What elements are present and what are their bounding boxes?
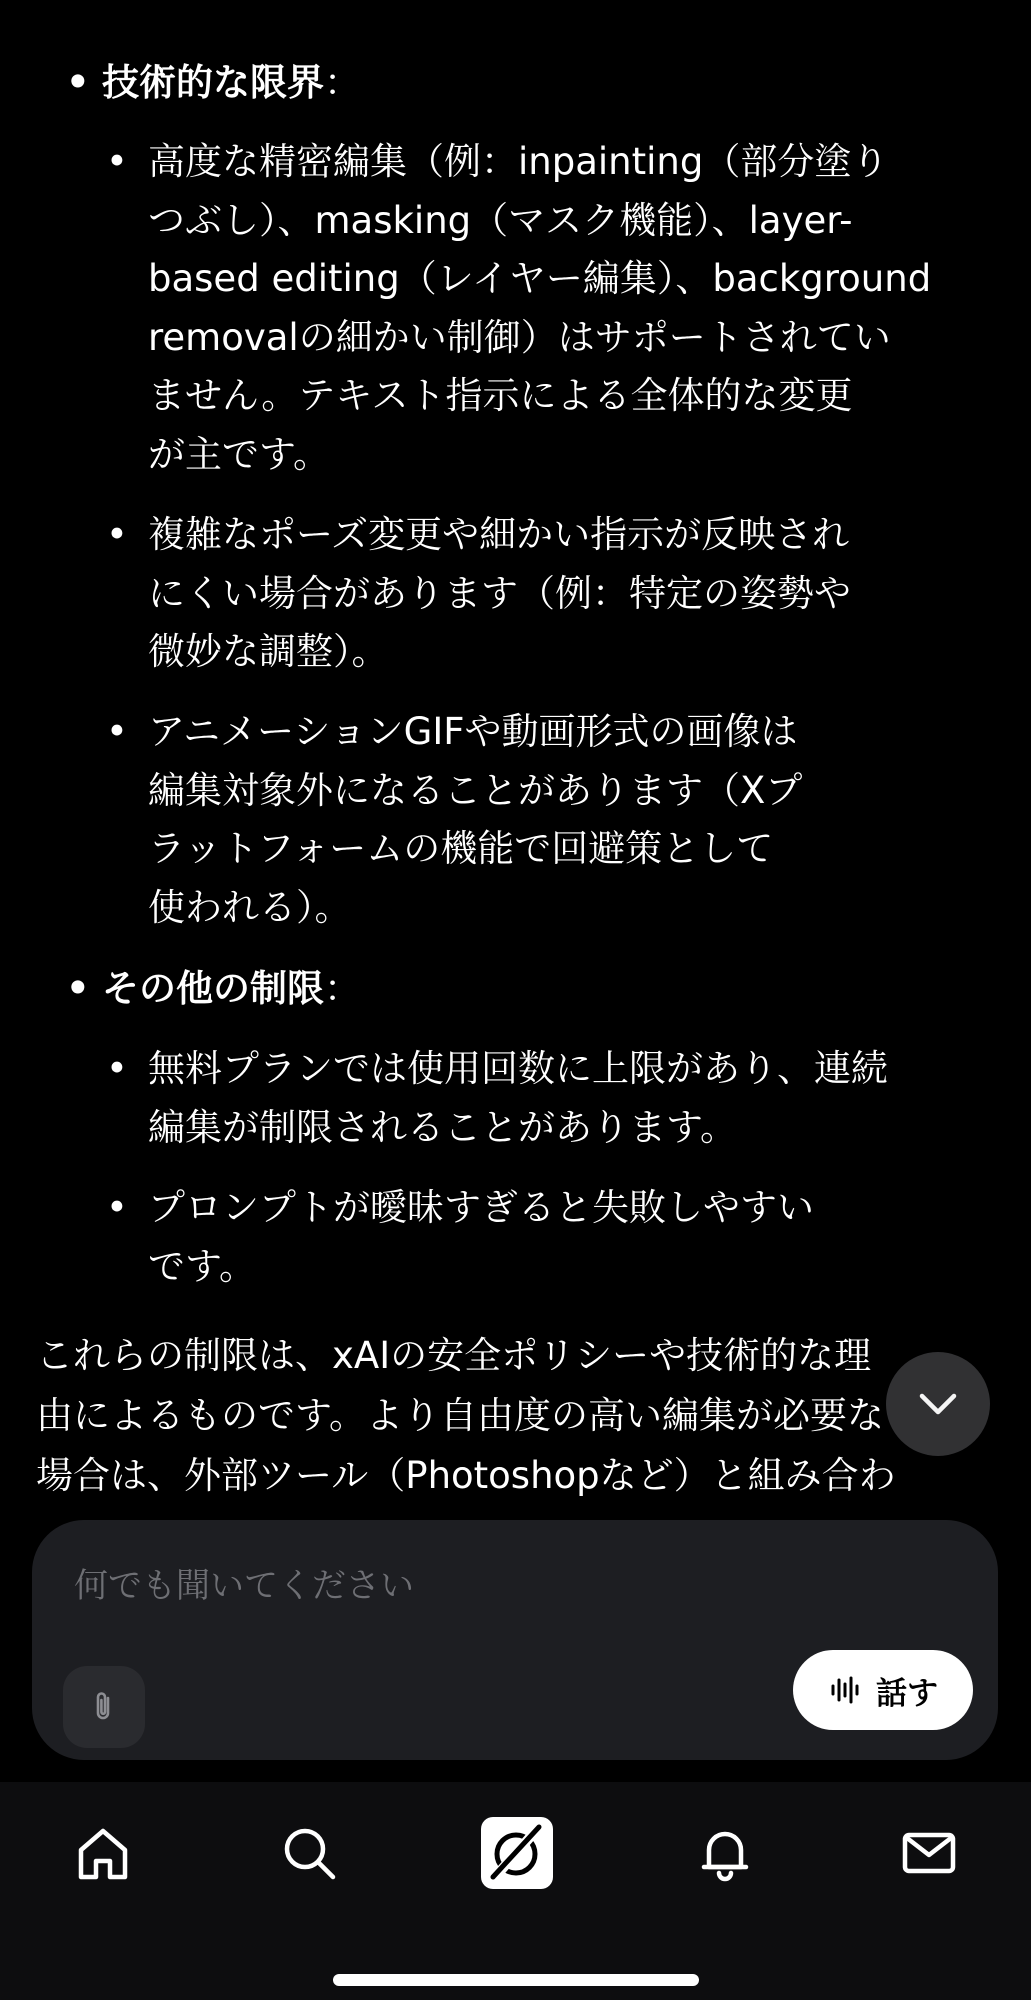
section-title: その他の制限 [102,967,324,1010]
list-item-line: 微妙な調整）。 [148,630,389,673]
tab-messages[interactable] [884,1808,974,1898]
list-item-line: ラットフォームの機能で回避策として [148,827,774,870]
bullet: • [66,967,90,1010]
list-item-line: removalの細かい制御）はサポートされてい [148,315,891,359]
bullet: • [106,513,128,556]
tab-notifications[interactable] [680,1808,770,1898]
list-item-line: 編集が制限されることがあります。 [148,1105,738,1149]
paperclip-icon [86,1689,122,1725]
bullet: • [106,710,128,753]
home-indicator[interactable] [333,1974,699,1986]
waveform-icon [828,1673,862,1707]
list-item-line: が主です。 [148,432,331,476]
bottom-tab-bar [0,1782,1031,2000]
tab-home[interactable] [58,1808,148,1898]
list-item-line: based editing（レイヤー編集）、background [148,257,932,300]
section-colon: ： [324,61,361,104]
list-item-line: アニメーションGIFや動画形式の画像は [148,710,798,753]
bullet: • [106,1047,128,1090]
section-heading-technical-limits [66,54,361,112]
list-item-line: です。 [148,1244,257,1288]
search-icon [279,1823,339,1883]
section-heading-other-limits [66,960,361,1018]
list-item [106,1179,1011,1296]
section-title: 技術的な限界 [102,61,324,104]
bullet: • [106,140,128,183]
list-item-line: 編集対象外になることがあります（Xプ [148,768,803,812]
tab-search[interactable] [264,1808,354,1898]
list-item-line: 高度な精密編集（例：inpainting（部分塗り [148,140,889,183]
closing-paragraph [36,1326,896,1500]
tab-grok[interactable] [472,1808,562,1898]
bullet: • [66,61,90,104]
list-item-line: ません。テキスト指示による全体的な変更 [148,374,853,417]
list-item [106,133,1011,484]
mail-icon [899,1823,959,1883]
grok-icon [479,1815,555,1891]
paragraph-line: これらの制限は、xAIの安全ポリシーや技術的な理 [36,1334,872,1377]
home-icon [73,1823,133,1883]
message-input[interactable]: 何でも聞いてください [74,1566,414,1606]
list-item [106,1040,1011,1157]
message-composer[interactable] [32,1520,998,1760]
list-item-line: 使われる）。 [148,885,352,929]
speak-label: 話す [876,1675,938,1712]
paragraph-line: 由によるものです。より自由度の高い編集が必要な [36,1394,885,1437]
scroll-to-bottom-button[interactable] [886,1352,990,1456]
paragraph-line: 場合は、外部ツール（Photoshopなど）と組み合わ [36,1454,896,1497]
bullet: • [106,1186,128,1229]
bell-icon [695,1823,755,1883]
list-item-line: プロンプトが曖昧すぎると失敗しやすい [148,1186,814,1229]
chevron-down-icon [914,1380,962,1428]
list-item-line: にくい場合があります（例：特定の姿勢や [148,571,851,615]
section-colon: ： [324,967,361,1010]
list-item [106,506,1011,682]
speak-button[interactable] [793,1650,973,1730]
list-item-line: 無料プランでは使用回数に上限があり、連続 [148,1047,888,1090]
list-item-line: つぶし）、masking（マスク機能）、layer- [148,198,853,242]
list-item [106,703,1011,937]
list-item-line: 複雑なポーズ変更や細かい指示が反映され [148,513,850,556]
attach-button[interactable] [63,1666,145,1748]
